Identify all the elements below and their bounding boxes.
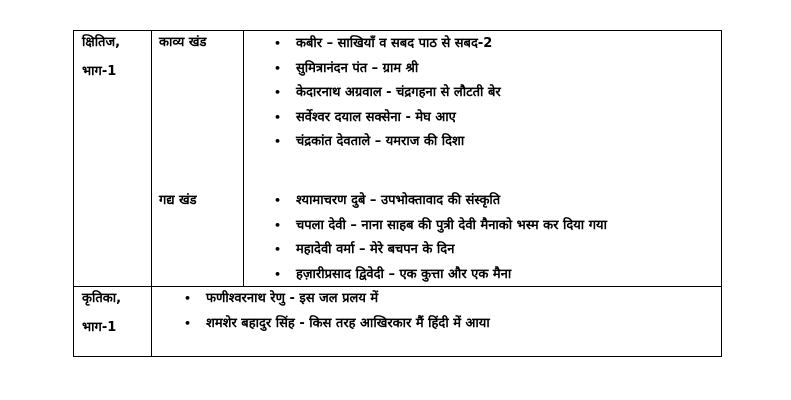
bullet-icon: •: [274, 218, 282, 232]
list-item: [274, 265, 607, 290]
bullet-icon: •: [274, 86, 282, 99]
syllabus-table: [73, 30, 722, 357]
bullet-icon: •: [274, 243, 282, 256]
list-item: [274, 34, 501, 59]
list-item: [274, 108, 501, 133]
bullet-icon: •: [184, 292, 192, 305]
table-row-kritika: [74, 287, 721, 356]
section-label-poetry: काव्य खंड: [159, 35, 207, 50]
list-item: [184, 289, 490, 314]
book-title: क्षितिज,: [82, 35, 121, 50]
list-item: [274, 191, 607, 216]
list-item-text: कबीर – साखियाँ व सबद पाठ से सबद-2: [296, 36, 493, 51]
column-divider: [151, 31, 152, 286]
bullet-icon: •: [274, 267, 282, 281]
list-item-text: श्यामाचरण दुबे – उपभोक्तावाद की संस्कृति: [296, 193, 501, 208]
list-item-text: हज़ारीप्रसाद द्विवेदी – एक कुत्ता और एक मैना: [296, 266, 512, 282]
bullet-icon: •: [274, 61, 282, 75]
list-item: [274, 240, 607, 265]
list-item: [274, 132, 501, 157]
table-row-kshitij: [74, 31, 721, 287]
section-label-prose: गद्य खंड: [159, 193, 197, 208]
list-item-text: चंद्रकांत देवताले – यमराज की दिशा: [296, 134, 465, 149]
prose-list: [274, 191, 607, 289]
book-part: भाग-1: [82, 320, 117, 335]
list-item: [274, 59, 501, 84]
column-divider: [151, 287, 152, 356]
bullet-icon: •: [274, 110, 282, 124]
book-part: भाग-1: [82, 64, 117, 79]
bullet-icon: •: [274, 194, 282, 207]
book-title: कृतिका,: [82, 291, 122, 306]
list-item: [274, 216, 607, 241]
list-item-text: केदारनाथ अग्रवाल - चंद्रगहना से लौटती बेर: [296, 85, 501, 100]
poetry-list: [274, 34, 501, 157]
list-item-text: फणीश्वरनाथ रेणु - इस जल प्रलय में: [206, 291, 379, 306]
bullet-icon: •: [274, 135, 282, 148]
column-divider: [243, 31, 244, 286]
list-item-text: सर्वेश्वर दयाल सक्सेना - मेघ आए: [296, 109, 456, 125]
bullet-icon: •: [274, 37, 282, 50]
list-item-text: चपला देवी – नाना साहब की पुत्री देवी मैनाको भस्म कर दिया गया: [296, 217, 607, 233]
list-item: [274, 83, 501, 108]
list-item-text: शमशेर बहादुर सिंह - किस तरह आखिरकार मैं हिंदी में आया: [206, 316, 490, 331]
list-item-text: सुमित्रानंदन पंत – ग्राम श्री: [296, 60, 419, 76]
kritika-list: [184, 289, 490, 339]
list-item-text: महादेवी वर्मा – मेरे बचपन के दिन: [296, 242, 455, 257]
list-item: [184, 314, 490, 339]
bullet-icon: •: [184, 317, 192, 330]
